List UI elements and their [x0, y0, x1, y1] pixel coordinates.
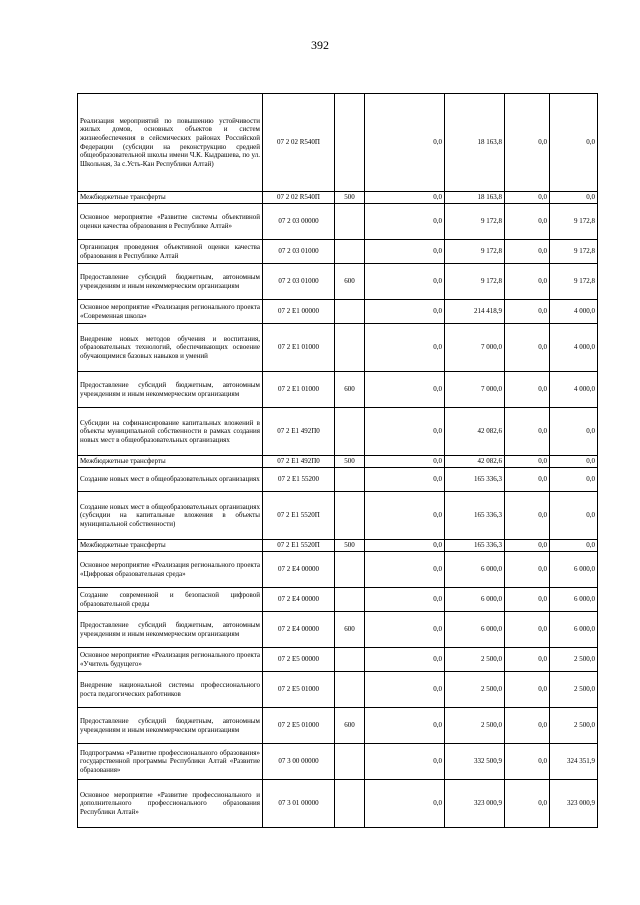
row-value-2: 9 172,8 [445, 240, 505, 264]
row-expense-type [335, 94, 365, 192]
row-name: Основное мероприятие «Реализация регионального проекта «Учитель будущего» [78, 648, 263, 672]
row-value-3: 0,0 [505, 540, 550, 552]
row-value-3: 0,0 [505, 264, 550, 300]
row-value-4: 9 172,8 [550, 204, 598, 240]
row-value-3: 0,0 [505, 408, 550, 456]
row-value-4: 2 500,0 [550, 708, 598, 744]
row-value-1: 0,0 [365, 300, 445, 324]
row-value-3: 0,0 [505, 456, 550, 468]
table-row [78, 372, 598, 408]
row-name: Межбюджетные трансферты [78, 192, 263, 204]
table-row [78, 240, 598, 264]
row-value-4: 6 000,0 [550, 612, 598, 648]
row-value-4: 4 000,0 [550, 324, 598, 372]
row-value-4: 6 000,0 [550, 588, 598, 612]
table-row [78, 648, 598, 672]
row-value-1: 0,0 [365, 612, 445, 648]
row-value-1: 0,0 [365, 240, 445, 264]
row-value-3: 0,0 [505, 300, 550, 324]
row-value-1: 0,0 [365, 468, 445, 492]
row-value-2: 332 500,9 [445, 744, 505, 780]
row-expense-type [335, 324, 365, 372]
row-value-3: 0,0 [505, 372, 550, 408]
row-value-2: 7 000,0 [445, 372, 505, 408]
row-code: 07 2 E1 492П0 [263, 456, 335, 468]
row-code: 07 2 E4 00000 [263, 588, 335, 612]
budget-table [77, 93, 598, 828]
table-row [78, 744, 598, 780]
row-value-4: 2 500,0 [550, 672, 598, 708]
row-value-4: 0,0 [550, 456, 598, 468]
row-value-2: 9 172,8 [445, 204, 505, 240]
row-name: Подпрограмма «Развитие профессионального образования» государственной программы Республики Алтай «Развитие образования» [78, 744, 263, 780]
row-value-1: 0,0 [365, 588, 445, 612]
row-name: Предоставление субсидий бюджетным, автономным учреждениям и иным некоммерческим организациям [78, 708, 263, 744]
table-row [78, 300, 598, 324]
row-value-4: 6 000,0 [550, 552, 598, 588]
row-expense-type [335, 204, 365, 240]
row-value-2: 6 000,0 [445, 588, 505, 612]
row-code: 07 2 E1 5520П [263, 540, 335, 552]
row-value-4: 0,0 [550, 540, 598, 552]
row-expense-type [335, 240, 365, 264]
row-value-1: 0,0 [365, 324, 445, 372]
row-value-1: 0,0 [365, 540, 445, 552]
table-row [78, 780, 598, 828]
row-value-2: 7 000,0 [445, 324, 505, 372]
row-expense-type [335, 672, 365, 708]
table-row [78, 492, 598, 540]
row-value-2: 6 000,0 [445, 612, 505, 648]
table-row [78, 552, 598, 588]
row-value-2: 18 163,8 [445, 94, 505, 192]
row-value-3: 0,0 [505, 552, 550, 588]
row-value-2: 42 082,6 [445, 408, 505, 456]
table-row [78, 588, 598, 612]
row-value-1: 0,0 [365, 372, 445, 408]
row-value-2: 165 336,3 [445, 492, 505, 540]
row-value-3: 0,0 [505, 204, 550, 240]
row-value-2: 2 500,0 [445, 648, 505, 672]
row-value-2: 18 163,8 [445, 192, 505, 204]
row-value-3: 0,0 [505, 780, 550, 828]
table-row [78, 94, 598, 192]
row-code: 07 2 E5 01000 [263, 672, 335, 708]
row-expense-type: 600 [335, 372, 365, 408]
row-name: Основное мероприятие «Развитие профессионального и дополнительного профессионального образования Республики Алтай» [78, 780, 263, 828]
row-code: 07 2 E4 00000 [263, 552, 335, 588]
table-row [78, 540, 598, 552]
row-code: 07 2 E5 01000 [263, 708, 335, 744]
row-code: 07 2 E4 00000 [263, 612, 335, 648]
table-row [78, 264, 598, 300]
table-row [78, 192, 598, 204]
row-value-3: 0,0 [505, 492, 550, 540]
row-expense-type: 500 [335, 540, 365, 552]
row-value-4: 4 000,0 [550, 372, 598, 408]
row-code: 07 3 01 00000 [263, 780, 335, 828]
row-expense-type [335, 648, 365, 672]
row-value-1: 0,0 [365, 192, 445, 204]
row-expense-type: 600 [335, 708, 365, 744]
row-name: Создание современной и безопасной цифровой образовательной среды [78, 588, 263, 612]
row-code: 07 2 E5 00000 [263, 648, 335, 672]
row-value-4: 9 172,8 [550, 264, 598, 300]
row-value-3: 0,0 [505, 612, 550, 648]
row-value-3: 0,0 [505, 744, 550, 780]
row-value-4: 323 000,9 [550, 780, 598, 828]
row-code: 07 3 00 00000 [263, 744, 335, 780]
row-expense-type [335, 408, 365, 456]
row-value-4: 0,0 [550, 192, 598, 204]
row-value-1: 0,0 [365, 672, 445, 708]
row-name: Межбюджетные трансферты [78, 456, 263, 468]
row-value-2: 6 000,0 [445, 552, 505, 588]
row-name: Субсидии на софинансирование капитальных вложений в объекты муниципальной собственности в рамках создания новых мест в общеобразовательных организациях [78, 408, 263, 456]
row-code: 07 2 E1 01000 [263, 324, 335, 372]
row-name: Основное мероприятие «Развитие системы объективной оценки качества образования в Республике Алтай» [78, 204, 263, 240]
row-code: 07 2 02 R540П [263, 192, 335, 204]
table-row [78, 408, 598, 456]
row-value-4: 4 000,0 [550, 300, 598, 324]
row-value-3: 0,0 [505, 324, 550, 372]
row-code: 07 2 03 01000 [263, 240, 335, 264]
row-value-2: 9 172,8 [445, 264, 505, 300]
row-value-1: 0,0 [365, 780, 445, 828]
table-row [78, 612, 598, 648]
row-name: Создание новых мест в общеобразовательных организациях [78, 468, 263, 492]
row-name: Предоставление субсидий бюджетным, автономным учреждениям и иным некоммерческим организациям [78, 372, 263, 408]
row-expense-type [335, 780, 365, 828]
row-value-4: 2 500,0 [550, 648, 598, 672]
row-code: 07 2 E1 5520П [263, 492, 335, 540]
row-value-3: 0,0 [505, 240, 550, 264]
row-value-1: 0,0 [365, 408, 445, 456]
page-number: 392 [311, 38, 329, 52]
row-name: Основное мероприятие «Реализация регионального проекта «Цифровая образовательная среда» [78, 552, 263, 588]
row-expense-type: 600 [335, 612, 365, 648]
row-expense-type: 500 [335, 192, 365, 204]
row-code: 07 2 02 R540П [263, 94, 335, 192]
table-row [78, 468, 598, 492]
table-row [78, 324, 598, 372]
row-expense-type [335, 552, 365, 588]
row-value-2: 2 500,0 [445, 672, 505, 708]
row-code: 07 2 E1 00000 [263, 300, 335, 324]
row-value-3: 0,0 [505, 672, 550, 708]
table-row [78, 204, 598, 240]
row-value-3: 0,0 [505, 708, 550, 744]
row-code: 07 2 E1 55200 [263, 468, 335, 492]
row-expense-type [335, 300, 365, 324]
row-value-1: 0,0 [365, 708, 445, 744]
row-value-4: 0,0 [550, 468, 598, 492]
row-name: Основное мероприятие «Реализация регионального проекта «Современная школа» [78, 300, 263, 324]
row-name: Межбюджетные трансферты [78, 540, 263, 552]
row-value-4: 324 351,9 [550, 744, 598, 780]
row-value-1: 0,0 [365, 94, 445, 192]
row-name: Внедрение новых методов обучения и воспитания, образовательных технологий, обеспечивающих освоение обучающимися базовых навыков и умений [78, 324, 263, 372]
table-row [78, 456, 598, 468]
row-value-1: 0,0 [365, 264, 445, 300]
row-value-4: 0,0 [550, 408, 598, 456]
row-value-1: 0,0 [365, 492, 445, 540]
row-expense-type [335, 492, 365, 540]
row-name: Создание новых мест в общеобразовательных организациях (субсидии на капитальные вложения в объекты муниципальной собственности) [78, 492, 263, 540]
row-value-4: 9 172,8 [550, 240, 598, 264]
row-value-3: 0,0 [505, 588, 550, 612]
row-value-3: 0,0 [505, 468, 550, 492]
row-value-2: 42 082,6 [445, 456, 505, 468]
row-value-3: 0,0 [505, 192, 550, 204]
row-value-2: 2 500,0 [445, 708, 505, 744]
row-value-4: 0,0 [550, 94, 598, 192]
row-code: 07 2 03 00000 [263, 204, 335, 240]
row-value-1: 0,0 [365, 204, 445, 240]
row-name: Реализация мероприятий по повышению устойчивости жилых домов, основных объектов и систем жизнеобеспечения в сейсмических районах Российской Федерации (субсидии на реконструкцию средней общеобразовательной школы имени Ч.К. Кыдрашева, по ул. Школьная, 3а с.Усть-Кан Республики Алтай) [78, 94, 263, 192]
row-code: 07 2 E1 01000 [263, 372, 335, 408]
row-value-2: 214 418,9 [445, 300, 505, 324]
row-expense-type [335, 588, 365, 612]
row-expense-type: 500 [335, 456, 365, 468]
table-row [78, 672, 598, 708]
row-expense-type [335, 744, 365, 780]
row-value-4: 0,0 [550, 492, 598, 540]
table-row [78, 708, 598, 744]
row-value-2: 323 000,9 [445, 780, 505, 828]
row-code: 07 2 03 01000 [263, 264, 335, 300]
row-expense-type: 600 [335, 264, 365, 300]
row-name: Организация проведения объективной оценки качества образования в Республике Алтай [78, 240, 263, 264]
row-expense-type [335, 468, 365, 492]
row-value-1: 0,0 [365, 456, 445, 468]
row-name: Предоставление субсидий бюджетным, автономным учреждениям и иным некоммерческим организациям [78, 264, 263, 300]
row-value-1: 0,0 [365, 552, 445, 588]
row-value-2: 165 336,3 [445, 540, 505, 552]
row-value-2: 165 336,3 [445, 468, 505, 492]
row-value-1: 0,0 [365, 744, 445, 780]
row-name: Внедрение национальной системы профессионального роста педагогических работников [78, 672, 263, 708]
row-value-1: 0,0 [365, 648, 445, 672]
row-code: 07 2 E1 492П0 [263, 408, 335, 456]
row-value-3: 0,0 [505, 648, 550, 672]
row-name: Предоставление субсидий бюджетным, автономным учреждениям и иным некоммерческим организациям [78, 612, 263, 648]
row-value-3: 0,0 [505, 94, 550, 192]
